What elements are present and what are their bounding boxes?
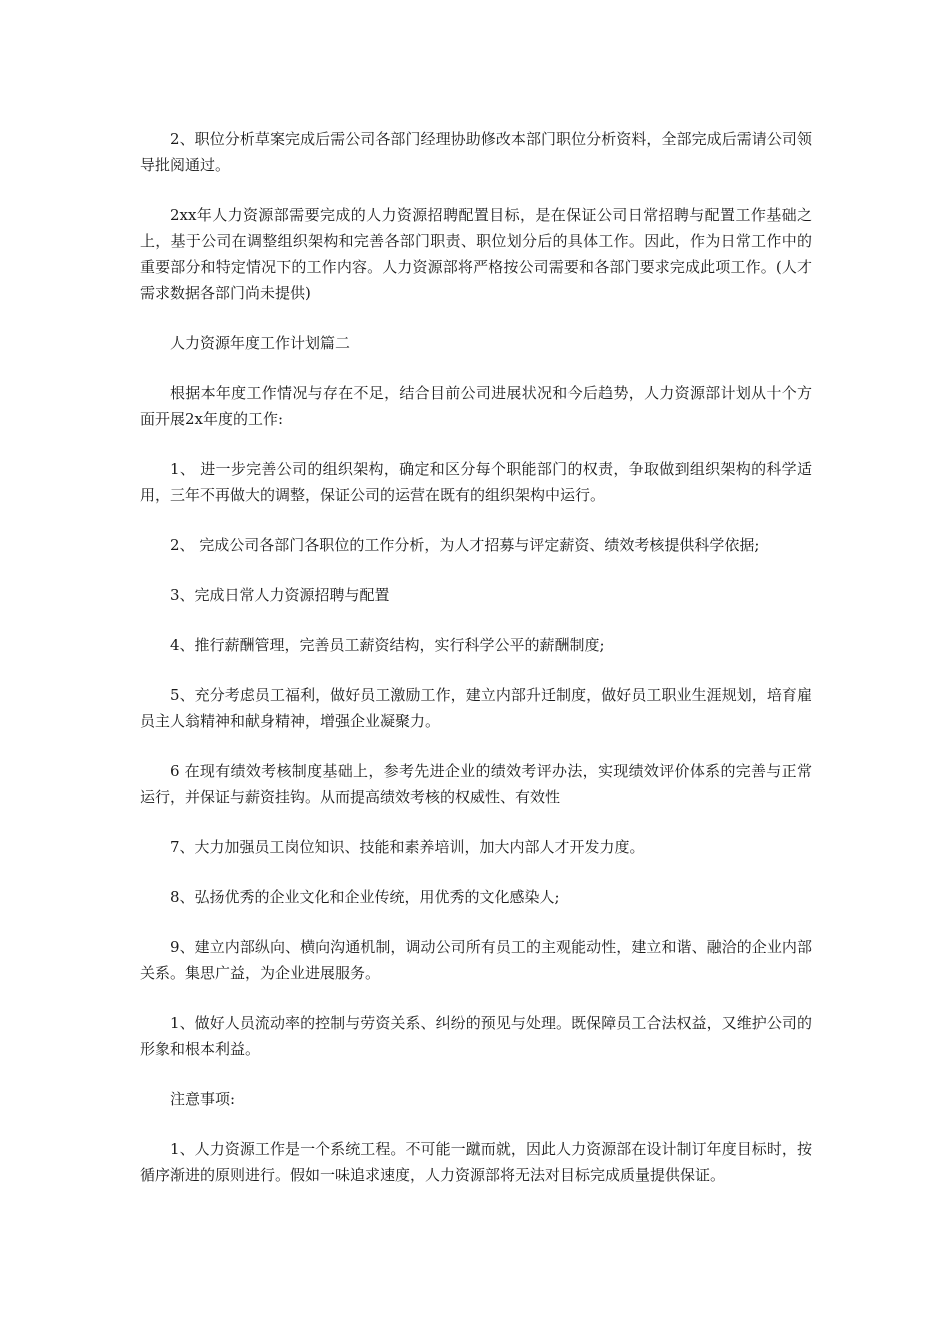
- document-body: [140, 126, 812, 1212]
- notes-heading: 注意事项:: [170, 1090, 236, 1108]
- notes-item: 1、人力资源工作是一个系统工程。不可能一蹴而就，因此人力资源部在设计制订年度目标时，按循序渐进的原则进行。假如一味追求速度，人力资源部将无法对目标完成质量提供保证。: [140, 1140, 812, 1184]
- list-item: 6 在现有绩效考核制度基础上，参考先进企业的绩效考评办法，实现绩效评价体系的完善与正常运行，并保证与薪资挂钩。从而提高绩效考核的权威性、有效性: [140, 762, 812, 806]
- list-item: 2、 完成公司各部门各职位的工作分析，为人才招募与评定薪资、绩效考核提供科学依据;: [170, 536, 760, 554]
- list-item: 1、 进一步完善公司的组织架构，确定和区分每个职能部门的权责，争取做到组织架构的科学适用，三年不再做大的调整，保证公司的运营在既有的组织架构中运行。: [140, 460, 812, 504]
- paragraph-recruitment-goal: 2xx年人力资源部需要完成的人力资源招聘配置目标，是在保证公司日常招聘与配置工作基础之上，基于公司在调整组织架构和完善各部门职责、职位划分后的具体工作。因此，作为日常工作中的重要部分和特定情况下的工作内容。人力资源部将严格按公司需要和各部门要求完成此项工作。(人才需求数据各部门尚未提供): [140, 206, 812, 302]
- section-heading: 人力资源年度工作计划篇二: [170, 334, 351, 352]
- list-item: 9、建立内部纵向、横向沟通机制，调动公司所有员工的主观能动性，建立和谐、融洽的企业内部关系。集思广益，为企业进展服务。: [140, 938, 812, 982]
- list-item: 3、完成日常人力资源招聘与配置: [170, 586, 390, 604]
- list-item: 1、做好人员流动率的控制与劳资关系、纠纷的预见与处理。既保障员工合法权益，又维护公司的形象和根本利益。: [140, 1014, 812, 1058]
- list-item: 8、弘扬优秀的企业文化和企业传统，用优秀的文化感染人;: [170, 888, 560, 906]
- list-item: 5、充分考虑员工福利，做好员工激励工作，建立内部升迁制度，做好员工职业生涯规划，培育雇员主人翁精神和献身精神，增强企业凝聚力。: [140, 686, 812, 730]
- list-item: 4、推行薪酬管理，完善员工薪资结构，实行科学公平的薪酬制度;: [170, 636, 605, 654]
- paragraph-job-analysis-approval: 2、职位分析草案完成后需公司各部门经理协助修改本部门职位分析资料，全部完成后需请公司领导批阅通过。: [140, 130, 812, 174]
- list-item: 7、大力加强员工岗位知识、技能和素养培训，加大内部人才开发力度。: [170, 838, 645, 856]
- paragraph-intro: 根据本年度工作情况与存在不足，结合目前公司进展状况和今后趋势，人力资源部计划从十个方面开展2x年度的工作:: [140, 384, 812, 428]
